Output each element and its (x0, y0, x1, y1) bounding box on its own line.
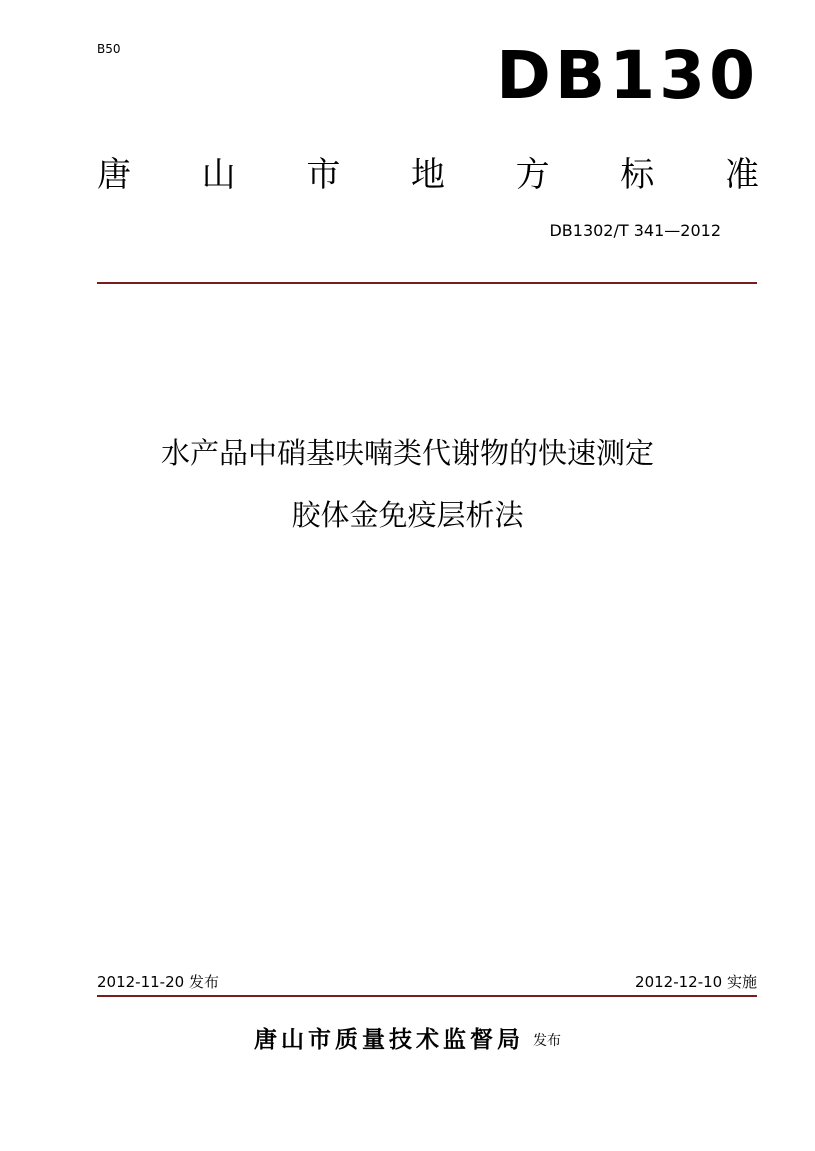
standard-type-char: 地 (410, 155, 445, 195)
publisher-suffix: 发布 (533, 1033, 562, 1049)
document-title-line-1: 水产品中硝基呋喃类代谢物的快速测定 (160, 436, 654, 470)
footer-divider (97, 995, 757, 997)
publisher (0, 1020, 815, 1062)
standard-type-title (97, 150, 759, 200)
header-divider (97, 282, 757, 284)
standard-type-char: 方 (515, 155, 550, 195)
standard-type-char: 准 (724, 155, 759, 195)
document-title-line-2: 胶体金免疫层析法 (291, 498, 524, 532)
standard-number: DB1302/T 341—2012 (549, 221, 721, 240)
standard-type-char: 市 (306, 155, 341, 195)
implementation-date: 2012-12-10 实施 (635, 973, 757, 991)
publisher-name: 唐山市质量技术监督局 (253, 1027, 524, 1053)
issue-date: 2012-11-20 发布 (97, 973, 219, 991)
ics-code: B50 (97, 42, 121, 56)
db-logo: DB130 (496, 37, 759, 114)
standard-type-char: 标 (620, 155, 655, 195)
standard-type-char: 唐 (97, 155, 131, 195)
standard-type-char: 山 (201, 155, 236, 195)
